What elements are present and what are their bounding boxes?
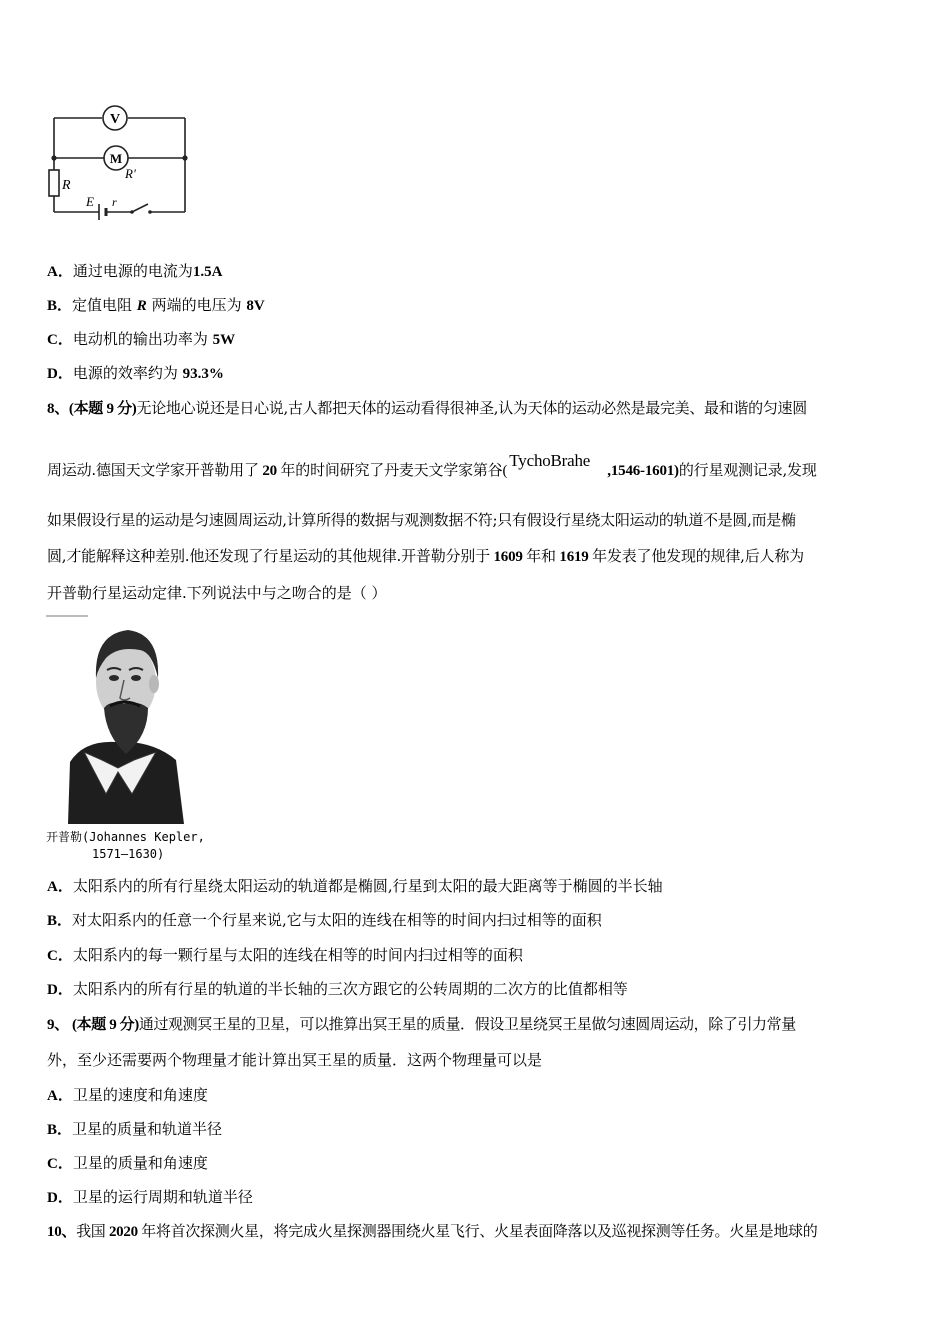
q10-stem-line1: 10、我国 2020 年将首次探测火星，将完成火星探测器围绕火星飞行、火星表面降落以及巡视探测等任务。火星是地球的	[47, 1222, 818, 1240]
portrait-caption-years: 1571—1630)	[92, 847, 165, 861]
q9-option-a: A．卫星的速度和角速度	[47, 1086, 208, 1104]
q8-stem-line4: 圆,才能解释这种差别.他还发现了行星运动的其他规律.开普勒分别于 1609 年和 1619 年发表了他发现的规律,后人称为	[47, 547, 804, 565]
q9-option-b: B．卫星的质量和轨道半径	[47, 1120, 223, 1138]
q8-option-d: D．太阳系内的所有行星的轨道的半长轴的三次方跟它的公转周期的二次方的比值都相等	[47, 980, 628, 998]
tycho-name: TychoBrahe	[509, 451, 591, 470]
emf-label: E	[86, 194, 94, 209]
q9-option-d: D．卫星的运行周期和轨道半径	[47, 1188, 253, 1206]
motor-symbol	[104, 146, 136, 181]
kepler-portrait	[44, 612, 194, 824]
internal-r-label: r	[112, 195, 117, 209]
circuit-diagram	[44, 100, 194, 220]
q8-stem-line3: 如果假设行星的运动是匀速圆周运动,计算所得的数据与观测数据不符;只有假设行星绕太阳运动的轨道不是圆,而是椭	[47, 511, 796, 529]
q7-option-c: C．电动机的输出功率为 5W	[47, 330, 236, 348]
q8-stem-line1: 8、(本题 9 分)无论地心说还是日心说,古人都把天体的运动看得很神圣,认为天体的运动必然是最完美、最和谐的匀速圆	[47, 399, 807, 417]
svg-text:V: V	[109, 112, 121, 127]
q8-stem-line2: 周运动.德国天文学家开普勒用了 20 年的时间研究了丹麦天文学家第谷( TychoBrahe ,1546-1601)的行星观测记录,发现	[47, 451, 817, 479]
svg-text:R': R'	[125, 166, 136, 181]
resistor-label: R	[62, 178, 71, 193]
voltmeter-symbol	[103, 106, 127, 130]
q7-option-a: A．通过电源的电流为1.5A	[47, 262, 223, 280]
q7-option-b: B．定值电阻 R 两端的电压为 8V	[47, 296, 265, 314]
q7-option-d: D．电源的效率约为 93.3%	[47, 364, 224, 382]
q9-stem-line2: 外，至少还需要两个物理量才能计算出冥王星的质量．这两个物理量可以是	[47, 1051, 543, 1069]
svg-text:M: M	[109, 151, 123, 166]
q8-stem-line5: 开普勒行星运动定律.下列说法中与之吻合的是（ ）	[47, 584, 387, 602]
q8-option-b: B．对太阳系内的任意一个行星来说,它与太阳的连线在相等的时间内扫过相等的面积	[47, 911, 602, 929]
q9-option-c: C．卫星的质量和角速度	[47, 1154, 208, 1172]
portrait-caption-name: 开普勒(Johannes Kepler,	[46, 830, 205, 844]
q8-option-c: C．太阳系内的每一颗行星与太阳的连线在相等的时间内扫过相等的面积	[47, 946, 523, 964]
q8-option-a: A．太阳系内的所有行星绕太阳运动的轨道都是椭圆,行星到太阳的最大距离等于椭圆的半长轴	[47, 877, 663, 895]
q9-stem-line1: 9、 (本题 9 分)通过观测冥王星的卫星，可以推算出冥王星的质量．假设卫星绕冥王星做匀速圆周运动，除了引力常量	[47, 1015, 796, 1033]
